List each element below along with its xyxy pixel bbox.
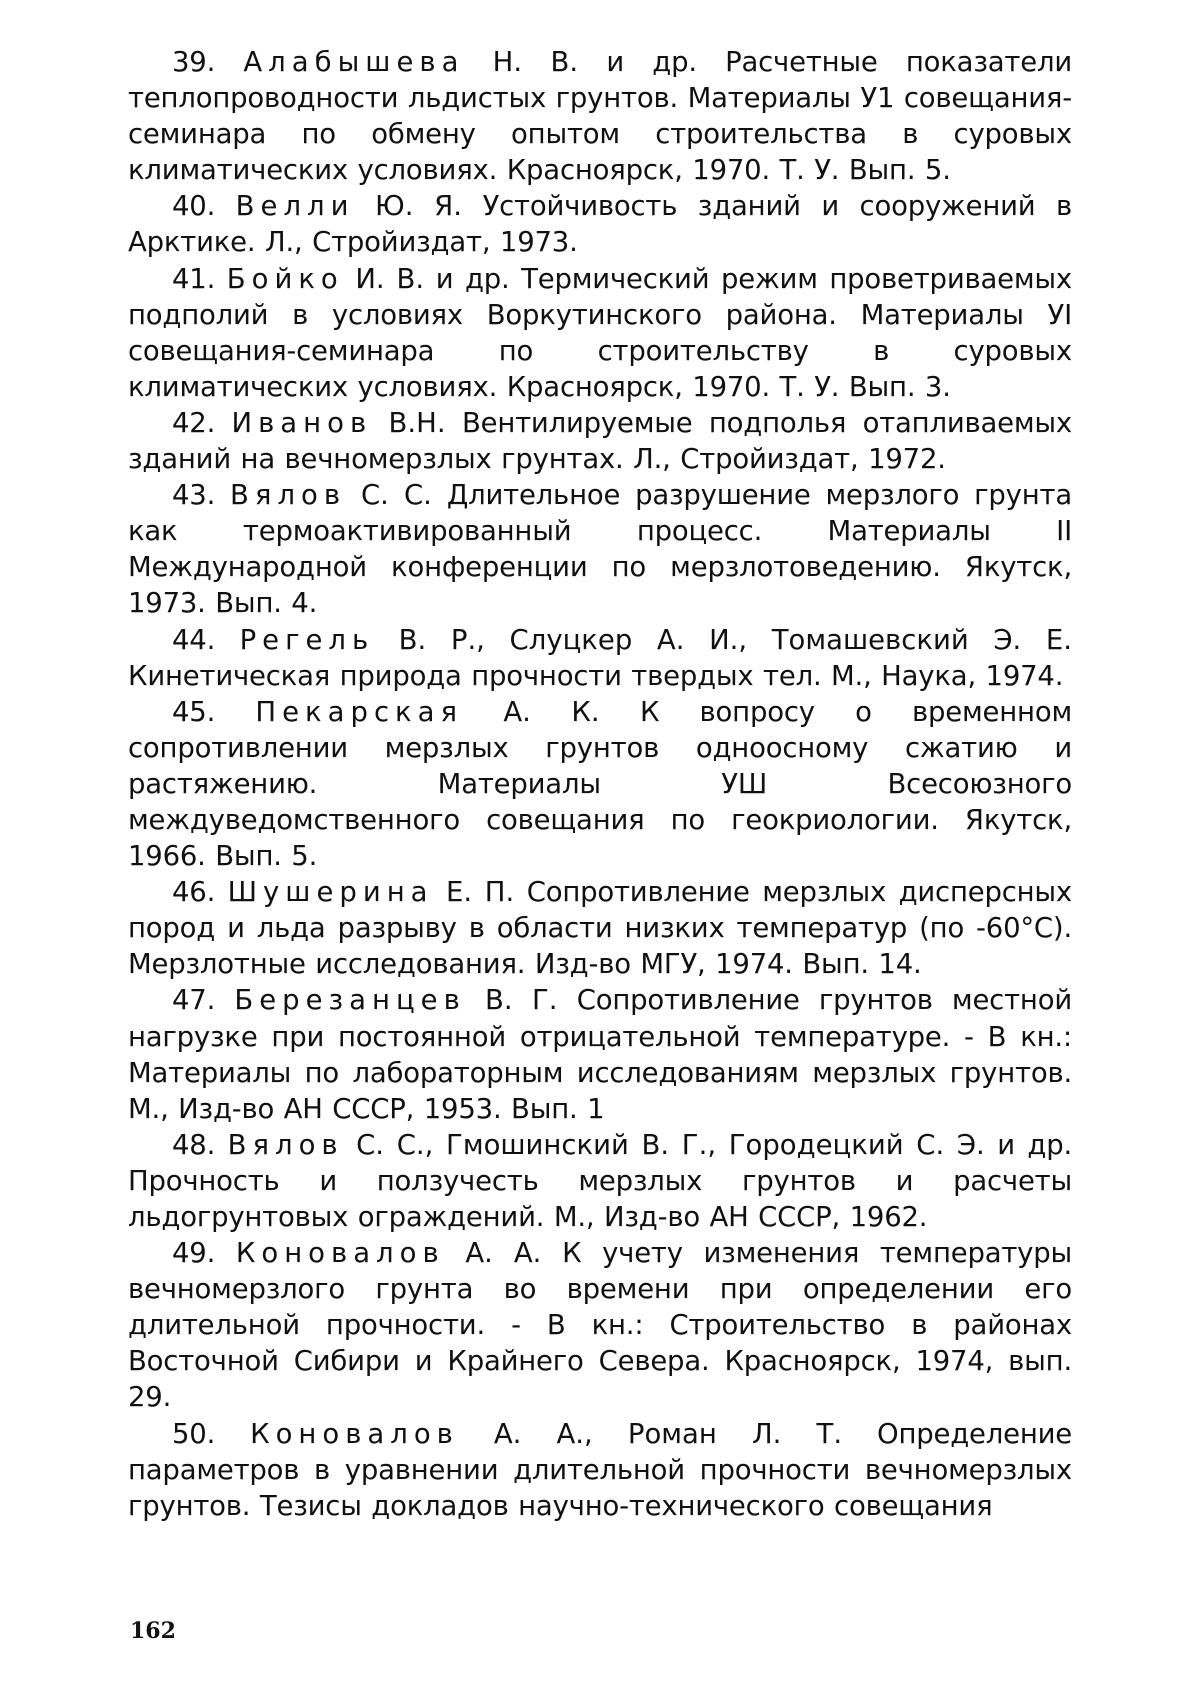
reference-text: и др. Расчетные показатели теплопроводности льдистых грунтов. Материалы У1 совещания-семинара по обмену опытом строительства в суровых климатических условиях. Красноярск, 1970. Т. У. Вып. 5. [128,46,1072,187]
reference-author: Пекарская [255,695,464,728]
reference-author: Бойко [226,262,344,295]
reference-40 [128,188,1072,260]
bibliography-page [128,44,1072,1644]
reference-initials: Е. П. [446,876,515,909]
reference-text: К вопросу о временном сопротивлении мерзлых грунтов одноосному сжатию и растяжению. Материалы УШ Всесоюзного междуведомственного совещания по геокриологии. Якутск, 1966. Вып. 5. [128,695,1072,873]
reference-text: Определение параметров в уравнении длительной прочности вечномерзлых грунтов. Тезисы докладов научно-технического совещания [128,1417,1072,1522]
reference-initials: Н. В. [492,46,579,78]
page-number: 162 [130,1618,176,1644]
reference-text: Сопротивление мерзлых дисперсных пород и льда разрыву в области низких температур (по -60°С). Мерзлотные исследования. Изд-во МГУ, 1974. Вып. 14. [128,876,1073,981]
reference-39 [128,44,1072,188]
reference-author: Коновалов [235,1237,445,1270]
reference-number: 50. [172,1417,216,1450]
reference-initials: С. С., Гмошинский В. Г., Городецкий С. Э. [356,1128,985,1161]
reference-44 [128,622,1072,694]
reference-author: Алабышева [243,46,465,78]
reference-author: Шушерина [227,876,434,909]
reference-initials: Ю. Я. [375,190,463,223]
reference-text: Длительное разрушение мерзлого грунта как термоактивированный процесс. Материалы II Международной конференции по мерзлотоведению. Якутск, 1973. Вып. 4. [128,479,1072,620]
reference-initials: С. С. [360,479,432,512]
reference-author: Коновалов [250,1417,459,1450]
reference-text: Кинетическая природа прочности твердых тел. М., Наука, 1974. [128,659,1064,692]
reference-43 [128,477,1072,621]
reference-number: 49. [172,1237,216,1270]
reference-46 [128,874,1072,982]
reference-author: Вялов [230,479,347,512]
reference-number: 40. [172,190,216,223]
reference-initials: А. А., Роман Л. Т. [493,1417,843,1450]
reference-text: Сопротивление грунтов местной нагрузке при постоянной отрицательной температуре. - В кн.: Материалы по лабораторным исследованиям мерзлых грунтов. М., Изд-во АН СССР, 1953. Вып. 1 [128,984,1072,1125]
reference-initials: В. Р., Слуцкер А. И., Томашевский Э. Е. [398,623,1073,656]
reference-initials: А. К. [503,695,600,728]
reference-author: Велли [235,190,355,223]
reference-47 [128,982,1072,1126]
reference-50 [128,1416,1072,1524]
reference-author: Вялов [227,1128,344,1161]
reference-author: Регель [239,623,375,656]
reference-41 [128,261,1072,405]
reference-initials: И. В. [355,262,425,295]
reference-initials: В.Н. [388,406,446,439]
reference-initials: А. А. [465,1237,542,1270]
reference-49 [128,1235,1072,1415]
reference-number: 48. [172,1128,216,1161]
reference-text: и др. Термический режим проветриваемых подполий в условиях Воркутинского района. Материалы УI совещания-семинара по строительству в суровых климатических условиях. Красноярск, 1970. Т. У. Вып. 3. [128,262,1073,403]
reference-number: 42. [172,406,216,439]
reference-number: 43. [172,479,216,512]
reference-text: К учету изменения температуры вечномерзлого грунта во времени при определении его длительной прочности. - В кн.: Строительство в районах Восточной Сибири и Крайнего Севера. Красноярск, 1974, вып. 29. [128,1237,1073,1414]
reference-number: 44. [172,623,216,656]
reference-number: 41. [172,262,216,295]
reference-text: Устойчивость зданий и сооружений в Арктике. Л., Стройиздат, 1973. [128,190,1072,259]
reference-author: Березанцев [234,984,466,1017]
reference-number: 46. [172,876,216,909]
reference-initials: В. Г. [484,984,558,1017]
reference-text: Вентилируемые подполья отапливаемых зданий на вечномерзлых грунтах. Л., Стройиздат, 1972. [128,406,1073,476]
reference-text: и др. Прочность и ползучесть мерзлых грунтов и расчеты льдогрунтовых ограждений. М., Изд-во АН СССР, 1962. [128,1128,1073,1233]
reference-45 [128,694,1072,874]
reference-number: 47. [172,984,216,1017]
reference-author: Иванов [231,406,373,439]
reference-number: 45. [172,695,216,728]
reference-48 [128,1127,1072,1235]
reference-42 [128,405,1072,477]
reference-number: 39. [172,46,216,78]
